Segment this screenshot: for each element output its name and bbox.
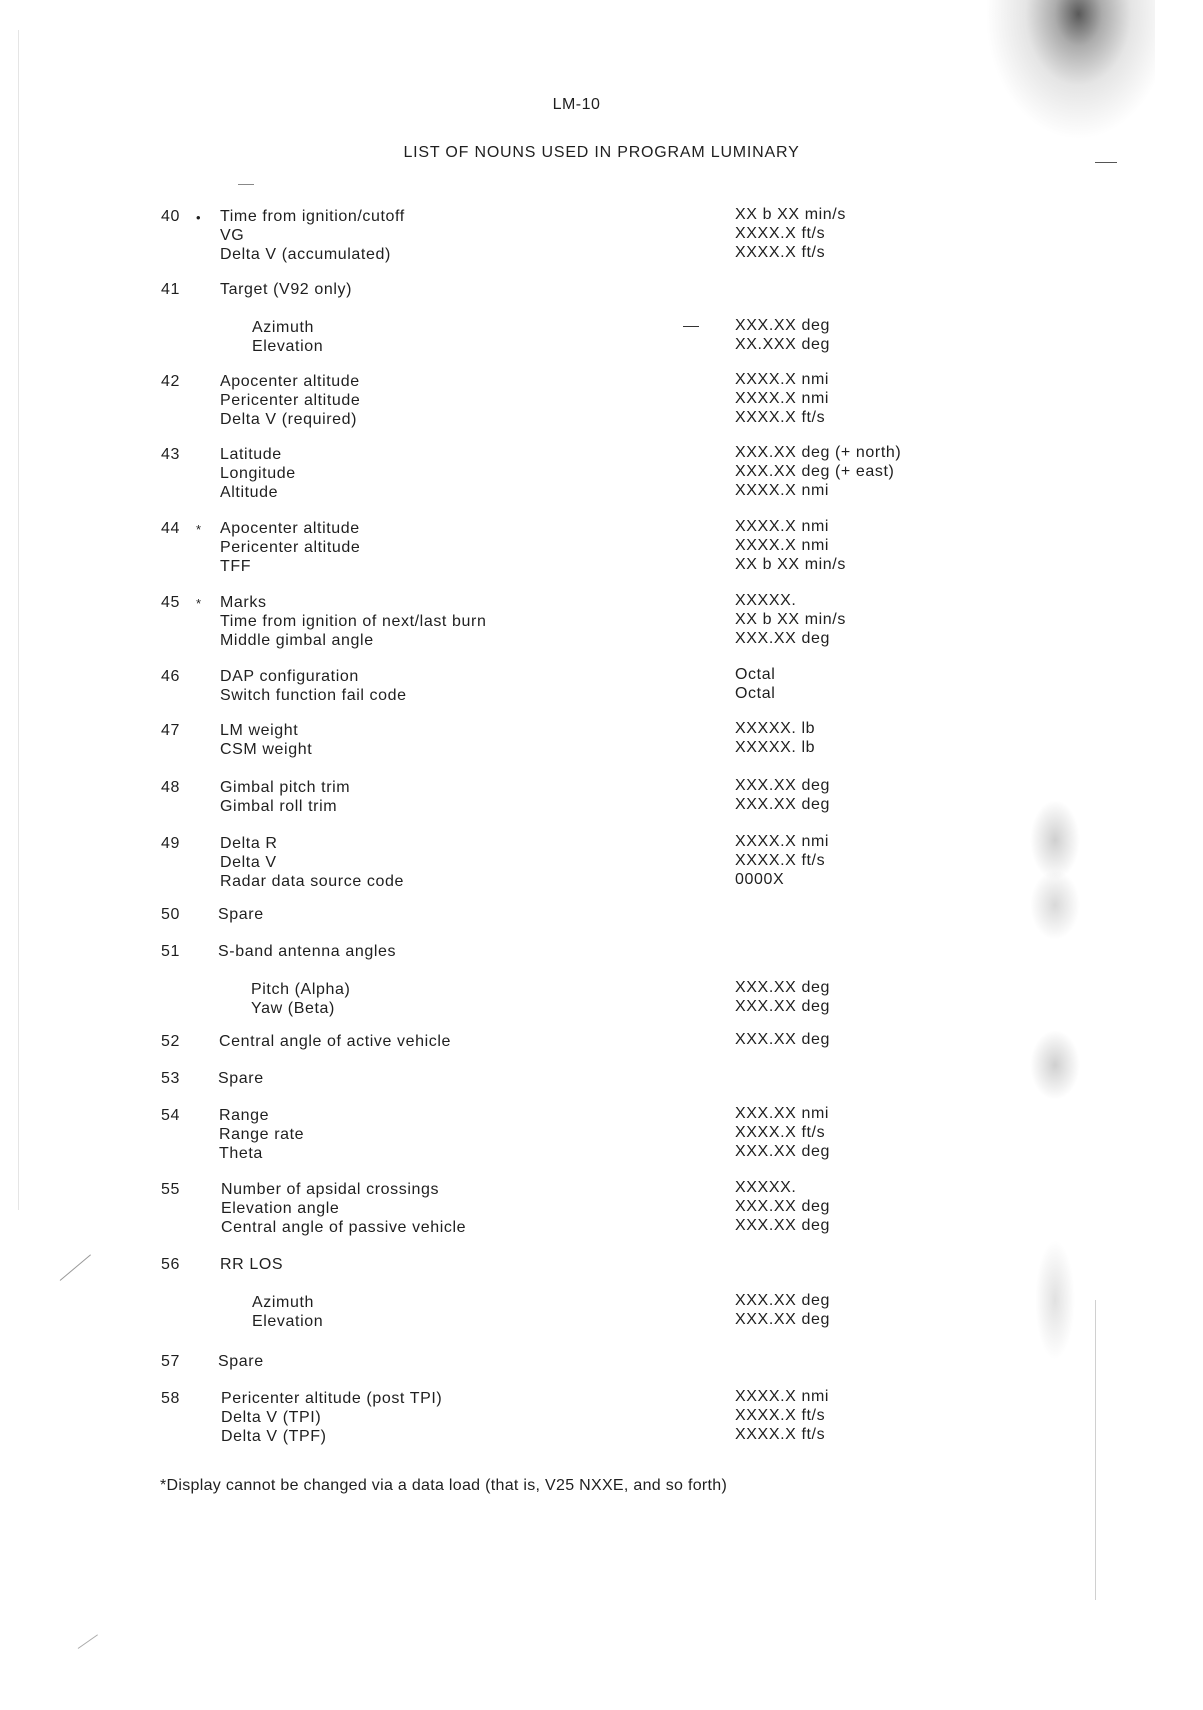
noun-number: 47 xyxy=(161,722,180,739)
noun-item-label: Theta xyxy=(219,1145,263,1162)
noun-item-label: Marks xyxy=(220,594,267,611)
noun-item-label: Radar data source code xyxy=(220,873,404,890)
noun-number: 44 xyxy=(161,520,180,537)
noun-number: 43 xyxy=(161,446,180,463)
noun-item-format: XXX.XX deg xyxy=(735,998,830,1015)
noun-item-format: XXXX.X nmi xyxy=(735,390,830,407)
noun-item-format: XXX.XX deg xyxy=(735,630,830,647)
noun-item-label: Middle gimbal angle xyxy=(220,632,374,649)
noun-item-label: Central angle of active vehicle xyxy=(219,1033,452,1050)
noun-item-label: Gimbal pitch trim xyxy=(220,779,351,796)
noun-item-label: Time from ignition/cutoff xyxy=(220,208,405,225)
noun-item-label: Spare xyxy=(218,1070,264,1087)
noun-item-label: Elevation angle xyxy=(221,1200,340,1217)
noun-number: 49 xyxy=(161,835,180,852)
noun-item-format: 0000X xyxy=(735,871,785,888)
noun-number: 57 xyxy=(161,1353,180,1370)
footnote: *Display cannot be changed via a data load (that is, V25 NXXE, and so forth) xyxy=(160,1477,728,1494)
scan-shadow-artifact xyxy=(985,0,1155,140)
noun-item-label: Altitude xyxy=(220,484,279,501)
noun-item-format: XXXX.X nmi xyxy=(735,482,830,499)
noun-item-label: Delta V (TPI) xyxy=(221,1409,322,1426)
noun-item-label: Delta V (accumulated) xyxy=(220,246,391,263)
noun-number: 45 xyxy=(161,594,180,611)
scan-edge-line xyxy=(18,30,19,1210)
page-title: LIST OF NOUNS USED IN PROGRAM LUMINARY xyxy=(403,144,800,161)
noun-item-label: Elevation xyxy=(252,1313,324,1330)
noun-item-format: XXX.XX deg xyxy=(735,1198,830,1215)
noun-item-format: XXX.XX deg xyxy=(735,317,830,334)
noun-item-label: Pericenter altitude (post TPI) xyxy=(221,1390,443,1407)
noun-item-label: Time from ignition of next/last burn xyxy=(220,613,487,630)
noun-item-format: XXX.XX deg xyxy=(735,1031,830,1048)
noun-item-label: RR LOS xyxy=(220,1256,284,1273)
noun-item-label: Apocenter altitude xyxy=(220,373,360,390)
noun-number: 53 xyxy=(161,1070,180,1087)
noun-number: 50 xyxy=(161,906,180,923)
noun-item-format: XXXX.X ft/s xyxy=(735,244,826,261)
noun-item-format: XX b XX min/s xyxy=(735,206,846,223)
noun-item-format: XXXXX. xyxy=(735,1179,797,1196)
noun-item-format: XXX.XX deg (+ east) xyxy=(735,463,895,480)
noun-number: 58 xyxy=(161,1390,180,1407)
noun-display-marker: • xyxy=(196,210,202,225)
scan-smudge xyxy=(1030,800,1080,880)
noun-display-marker: * xyxy=(196,596,202,611)
scan-mark xyxy=(60,1254,91,1280)
noun-item-label: Pericenter altitude xyxy=(220,392,361,409)
noun-number: 40 xyxy=(161,208,180,225)
noun-item-format: XXXX.X nmi xyxy=(735,518,830,535)
noun-display-marker: * xyxy=(196,522,202,537)
scan-mark xyxy=(1095,162,1117,163)
noun-item-format: XXXX.X nmi xyxy=(735,833,830,850)
noun-item-format: XXX.XX deg xyxy=(735,1292,830,1309)
noun-number: 51 xyxy=(161,943,180,960)
noun-item-label: Longitude xyxy=(220,465,296,482)
noun-number: 48 xyxy=(161,779,180,796)
noun-item-label: Switch function fail code xyxy=(220,687,407,704)
noun-item-label: Gimbal roll trim xyxy=(220,798,338,815)
scan-smudge xyxy=(1030,1030,1080,1100)
noun-item-format: XXXX.X ft/s xyxy=(735,852,826,869)
scan-mark xyxy=(78,1634,98,1649)
page-number: LM-10 xyxy=(552,96,601,113)
noun-item-format: XX b XX min/s xyxy=(735,611,846,628)
noun-item-format: XXX.XX deg xyxy=(735,1143,830,1160)
scan-mark xyxy=(238,184,254,185)
noun-item-label: Pericenter altitude xyxy=(220,539,361,556)
noun-item-format: XX.XXX deg xyxy=(735,336,830,353)
scan-smudge xyxy=(1030,870,1080,940)
noun-item-format: XXXX.X nmi xyxy=(735,537,830,554)
noun-item-label: Yaw (Beta) xyxy=(251,1000,335,1017)
noun-number: 52 xyxy=(161,1033,180,1050)
noun-item-format: Octal xyxy=(735,666,776,683)
noun-item-format: XXX.XX deg (+ north) xyxy=(735,444,902,461)
noun-item-label: LM weight xyxy=(220,722,299,739)
noun-item-label: Delta V (TPF) xyxy=(221,1428,327,1445)
noun-item-format: XX b XX min/s xyxy=(735,556,846,573)
noun-item-label: Apocenter altitude xyxy=(220,520,360,537)
noun-item-format: XXX.XX deg xyxy=(735,777,830,794)
noun-item-format: XXXX.X ft/s xyxy=(735,409,826,426)
scan-mark xyxy=(683,326,699,327)
noun-item-label: Azimuth xyxy=(252,1294,314,1311)
noun-number: 46 xyxy=(161,668,180,685)
noun-item-format: XXXX.X ft/s xyxy=(735,1407,826,1424)
noun-item-label: Latitude xyxy=(220,446,282,463)
noun-item-label: Central angle of passive vehicle xyxy=(221,1219,467,1236)
noun-item-format: XXX.XX nmi xyxy=(735,1105,830,1122)
noun-item-format: XXXX.X ft/s xyxy=(735,1124,826,1141)
noun-number: 42 xyxy=(161,373,180,390)
noun-item-format: XXXX.X nmi xyxy=(735,1388,830,1405)
scan-edge-line xyxy=(1095,1300,1096,1600)
scan-smudge xyxy=(1035,1240,1075,1360)
noun-number: 55 xyxy=(161,1181,180,1198)
noun-item-format: XXXXX. lb xyxy=(735,739,816,756)
noun-number: 54 xyxy=(161,1107,180,1124)
noun-item-label: Elevation xyxy=(252,338,324,355)
noun-item-label: VG xyxy=(220,227,245,244)
noun-item-label: Delta V (required) xyxy=(220,411,358,428)
noun-item-label: Target (V92 only) xyxy=(220,281,353,298)
noun-number: 41 xyxy=(161,281,180,298)
noun-item-label: Spare xyxy=(218,906,264,923)
noun-item-label: Pitch (Alpha) xyxy=(251,981,351,998)
noun-item-label: DAP configuration xyxy=(220,668,359,685)
noun-item-label: Range rate xyxy=(219,1126,305,1143)
noun-item-label: CSM weight xyxy=(220,741,313,758)
noun-item-format: XXXX.X ft/s xyxy=(735,225,826,242)
noun-item-format: XXXX.X ft/s xyxy=(735,1426,826,1443)
noun-item-format: XXX.XX deg xyxy=(735,1217,830,1234)
noun-item-label: Range xyxy=(219,1107,270,1124)
noun-item-label: TFF xyxy=(220,558,252,575)
noun-item-label: Number of apsidal crossings xyxy=(221,1181,440,1198)
noun-item-label: S-band antenna angles xyxy=(218,943,397,960)
noun-item-format: XXXXX. xyxy=(735,592,797,609)
noun-item-label: Delta V xyxy=(220,854,277,871)
noun-item-label: Azimuth xyxy=(252,319,314,336)
noun-item-format: Octal xyxy=(735,685,776,702)
noun-item-format: XXX.XX deg xyxy=(735,796,830,813)
noun-item-format: XXXXX. lb xyxy=(735,720,816,737)
noun-item-label: Spare xyxy=(218,1353,264,1370)
noun-item-label: Delta R xyxy=(220,835,278,852)
noun-item-format: XXXX.X nmi xyxy=(735,371,830,388)
noun-item-format: XXX.XX deg xyxy=(735,979,830,996)
noun-number: 56 xyxy=(161,1256,180,1273)
noun-item-format: XXX.XX deg xyxy=(735,1311,830,1328)
